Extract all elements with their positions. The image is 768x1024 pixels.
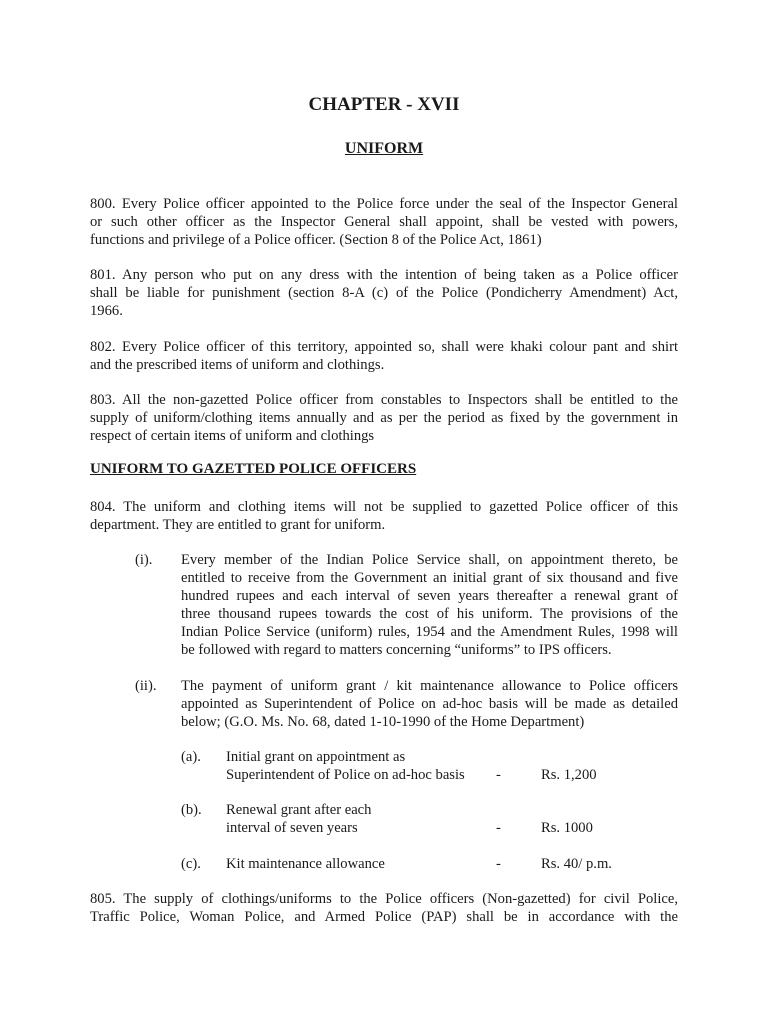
chapter-heading: CHAPTER - XVII xyxy=(308,94,460,115)
sub-item-label: (a). xyxy=(181,749,201,765)
paragraph-line: and the prescribed items of uniform and clothings. xyxy=(90,357,385,373)
paragraph-line: functions and privilege of a Police officer. (Section 8 of the Police Act, 1861) xyxy=(90,232,542,248)
list-item-line: three thousand rupees towards the cost of his uniform. The provisions of the xyxy=(181,606,678,622)
paragraph-line: department. They are entitled to grant for uniform. xyxy=(90,517,386,533)
list-item-label: (ii). xyxy=(135,678,157,694)
sub-item-amount: Rs. 1000 xyxy=(541,820,593,836)
sub-item-label: (c). xyxy=(181,856,201,872)
paragraph-line: respect of certain items of uniform and clothings xyxy=(90,428,375,444)
list-item-line: Indian Police Service (uniform) rules, 1954 and the Amendment Rules, 1998 will xyxy=(181,624,678,640)
sub-item-amount: Rs. 1,200 xyxy=(541,767,597,783)
paragraph-line: 802. Every Police officer of this territory, appointed so, shall were khaki colour pant and shirt xyxy=(90,339,678,355)
list-item-line: Every member of the Indian Police Service shall, on appointment thereto, be xyxy=(181,552,678,568)
sub-item-text: Superintendent of Police on ad-hoc basis xyxy=(226,767,465,783)
sub-item-text: interval of seven years xyxy=(226,820,358,836)
sub-item-label: (b). xyxy=(181,802,202,818)
sub-item-text: Renewal grant after each xyxy=(226,802,372,818)
paragraph-line: 803. All the non-gazetted Police officer from constables to Inspectors shall be entitled to the xyxy=(90,392,678,408)
paragraph-line: 801. Any person who put on any dress with the intention of being taken as a Police officer xyxy=(90,267,678,283)
sub-item-dash: - xyxy=(496,820,501,836)
paragraph-line: supply of uniform/clothing items annually and as per the period as fixed by the government in xyxy=(90,410,678,426)
sub-item-amount: Rs. 40/ p.m. xyxy=(541,856,612,872)
sub-item-text: Initial grant on appointment as xyxy=(226,749,406,765)
list-item-line: below; (G.O. Ms. No. 68, dated 1-10-1990 of the Home Department) xyxy=(181,714,585,730)
paragraph-line: 804. The uniform and clothing items will not be supplied to gazetted Police officer of this xyxy=(90,499,678,515)
sub-item-dash: - xyxy=(496,767,501,783)
uniform-title: UNIFORM xyxy=(344,140,424,157)
sub-item-dash: - xyxy=(496,856,501,872)
paragraph-line: Traffic Police, Woman Police, and Armed Police (PAP) shall be in accordance with the xyxy=(90,909,678,925)
list-item-line: The payment of uniform grant / kit maintenance allowance to Police officers xyxy=(181,678,678,694)
list-item-line: hundred rupees and each interval of seven years thereafter a renewal grant of xyxy=(181,588,678,604)
paragraph-line: 800. Every Police officer appointed to the Police force under the seal of the Inspector General xyxy=(90,196,678,212)
paragraph-line: 805. The supply of clothings/uniforms to the Police officers (Non-gazetted) for civil Police, xyxy=(90,891,678,907)
list-item-line: be followed with regard to matters concerning “uniforms” to IPS officers. xyxy=(181,642,612,658)
list-item-line: entitled to receive from the Government an initial grant of six thousand and five xyxy=(181,570,678,586)
sub-item-text: Kit maintenance allowance xyxy=(226,856,385,872)
paragraph-line: 1966. xyxy=(90,303,123,319)
paragraph-line: or such other officer as the Inspector General shall appoint, shall be vested with powers, xyxy=(90,214,678,230)
list-item-label: (i). xyxy=(135,552,153,568)
paragraph-line: shall be liable for punishment (section 8-A (c) of the Police (Pondicherry Amendment) Act, xyxy=(90,285,678,301)
list-item-line: appointed as Superintendent of Police on ad-hoc basis will be made as detailed xyxy=(181,696,678,712)
section-heading-gazetted: UNIFORM TO GAZETTED POLICE OFFICERS xyxy=(90,461,417,477)
